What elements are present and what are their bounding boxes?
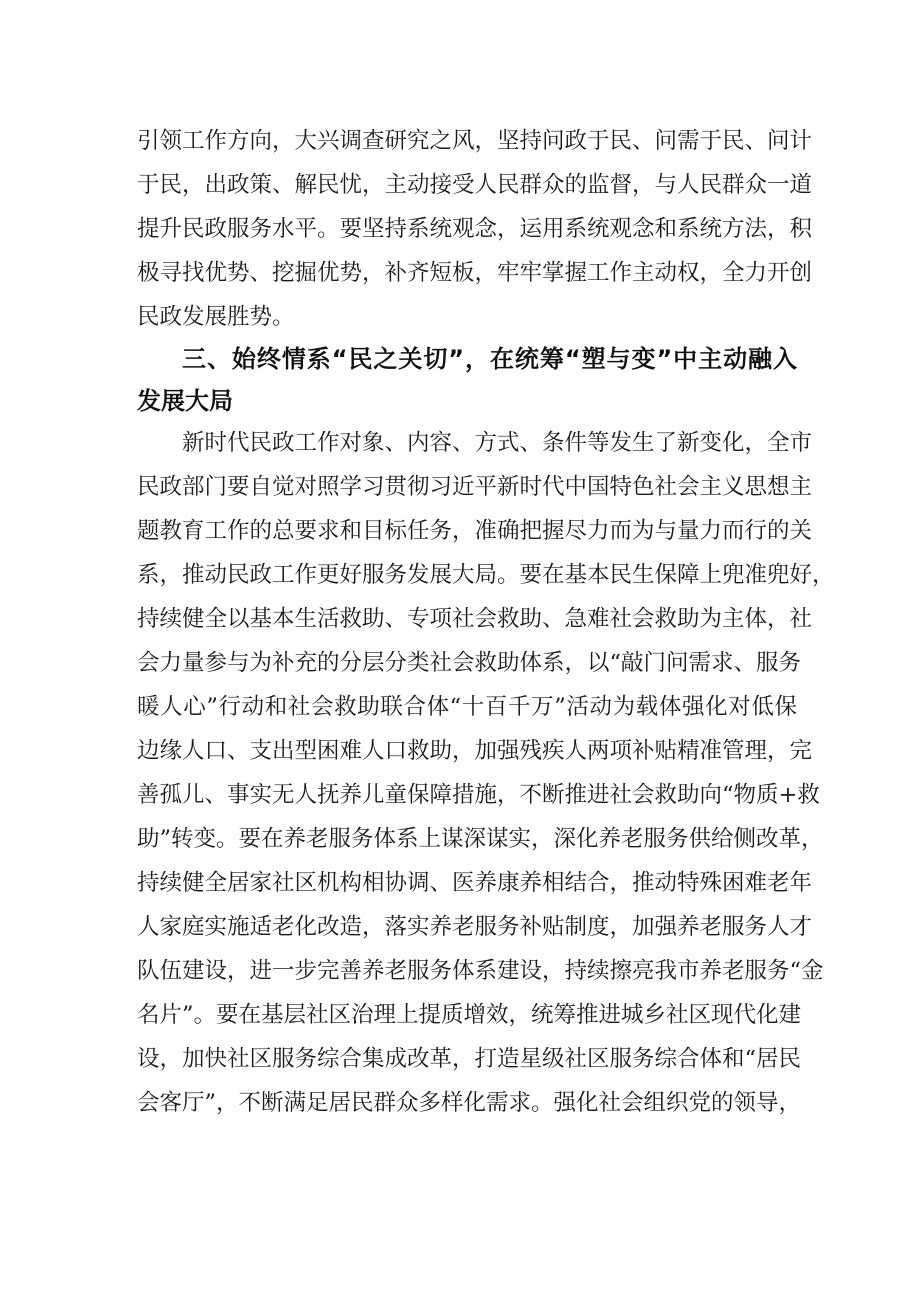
paragraph-line: 设，加快社区服务综合集成改革，打造星级社区服务综合体和“居民 xyxy=(137,1046,802,1072)
paragraph-line: 系，推动民政工作更好服务发展大局。要在基本民生保障上兜准兜好， xyxy=(137,562,835,588)
paragraph-line: 善孤儿、事实无人抚养儿童保障措施，不断推进社会救助向“物质+救 xyxy=(137,782,820,808)
paragraph-line: 提升民政服务水平。要坚持系统观念，运用系统观念和系统方法，积 xyxy=(137,216,813,242)
paragraph-line: 持续健全居家社区机构相协调、医养康养相结合，推动特殊困难老年 xyxy=(137,870,813,896)
paragraph-line: 会客厅”，不断满足居民群众多样化需求。强化社会组织党的领导， xyxy=(137,1090,802,1116)
paragraph-line: 边缘人口、支出型困难人口救助，加强残疾人两项补贴精准管理，完 xyxy=(137,738,813,764)
paragraph-line: 极寻找优势、挖掘优势，补齐短板，牢牢掌握工作主动权，全力开创 xyxy=(137,260,813,286)
paragraph-line: 队伍建设，进一步完善养老服务体系建设，持续擦亮我市养老服务“金 xyxy=(137,958,824,984)
section-heading: 三、始终情系“民之关切”，在统筹“塑与变”中主动融入 xyxy=(182,345,797,373)
paragraph-line: 新时代民政工作对象、内容、方式、条件等发生了新变化，全市 xyxy=(182,430,813,456)
paragraph-line: 民政发展胜势。 xyxy=(137,304,295,330)
paragraph-line: 持续健全以基本生活救助、专项社会救助、急难社会救助为主体，社 xyxy=(137,606,813,632)
section-heading: 发展大局 xyxy=(137,387,233,415)
paragraph-line: 引领工作方向，大兴调查研究之风，坚持问政于民、问需于民、问计 xyxy=(137,128,813,154)
paragraph-line: 会力量参与为补充的分层分类社会救助体系，以“敲门问需求、服务 xyxy=(137,650,802,676)
paragraph-line: 名片”。要在基层社区治理上提质增效，统筹推进城乡社区现代化建 xyxy=(137,1002,802,1028)
paragraph-line: 暖人心”行动和社会救助联合体“十百千万”活动为载体强化对低保 xyxy=(137,694,797,720)
paragraph-line: 助”转变。要在养老服务体系上谋深谋实，深化养老服务供给侧改革， xyxy=(137,826,824,852)
paragraph-line: 于民，出政策、解民忧，主动接受人民群众的监督，与人民群众一道 xyxy=(137,172,813,198)
paragraph-line: 题教育工作的总要求和目标任务，准确把握尽力而为与量力而行的关 xyxy=(137,518,813,544)
paragraph-line: 人家庭实施适老化改造，落实养老服务补贴制度，加强养老服务人才 xyxy=(137,914,813,940)
paragraph-line: 民政部门要自觉对照学习贯彻习近平新时代中国特色社会主义思想主 xyxy=(137,474,813,500)
